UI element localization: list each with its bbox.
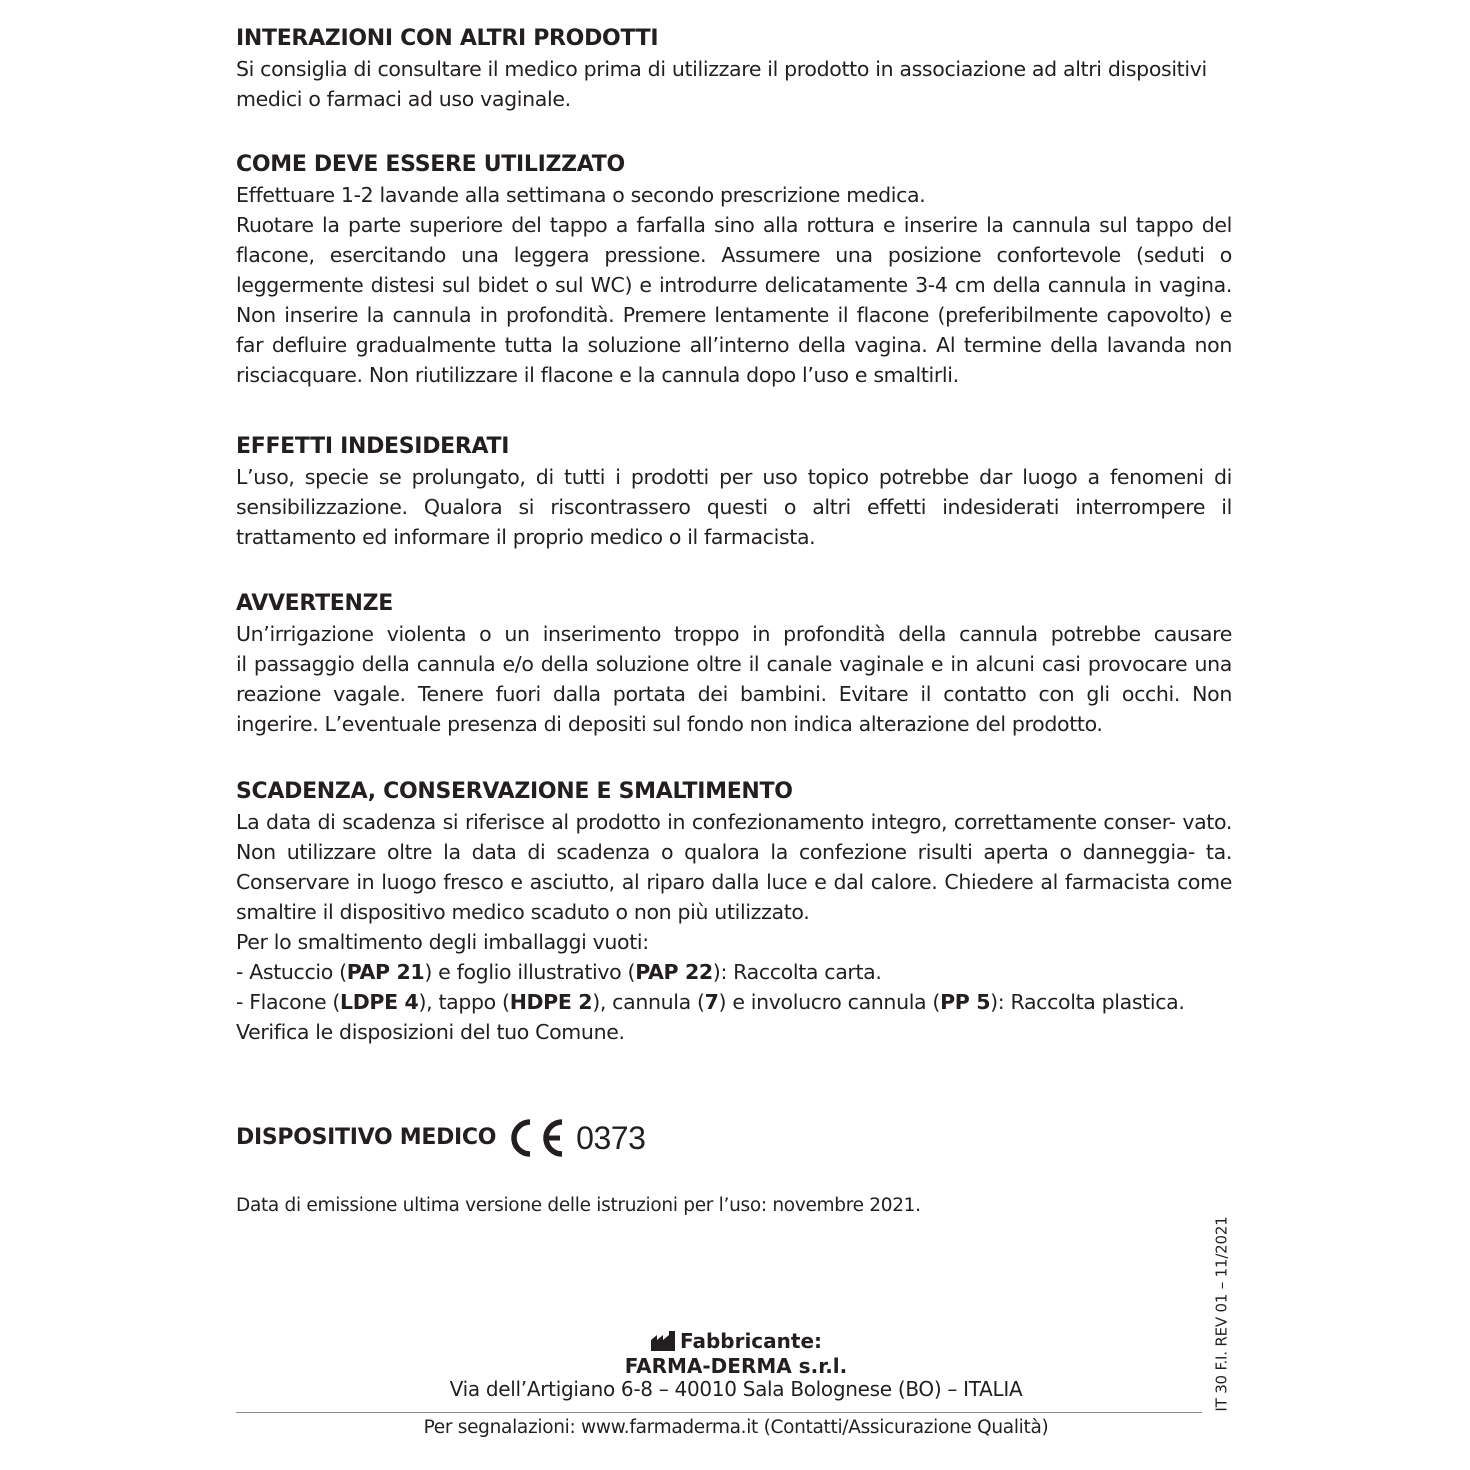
material-code: 7 (704, 990, 719, 1014)
manufacturer-title (650, 1330, 822, 1352)
section-paragraph: La data di scadenza si riferisce al prodotto in confezionamento integro, correttamente conser- vato. Non utilizzare oltre la data di scadenza o qualora la confezione risulti aperta o danneggia- ta. Conservare in luogo fresco e asciutto, al riparo dalla luce e dal calore. Chiedere al farmacista come smaltire il dispositivo medico scaduto o non più utilizzato. (236, 810, 1232, 924)
section-title: INTERAZIONI CON ALTRI PRODOTTI (236, 26, 659, 51)
factory-icon (650, 1331, 676, 1351)
disposal-line-paper: - Astuccio (PAP 21) e foglio illustrativo (PAP 22): Raccolta carta. (236, 960, 882, 984)
device-label: DISPOSITIVO MEDICO (236, 1125, 497, 1150)
manufacturer-label: Fabbricante: (679, 1329, 823, 1353)
section-title: SCADENZA, CONSERVAZIONE E SMALTIMENTO (236, 779, 793, 804)
section-paragraph: Un’irrigazione violenta o un inserimento troppo in profondità della cannula potrebbe causare (236, 622, 1232, 646)
section-title: AVVERTENZE (236, 591, 393, 616)
section-title: COME DEVE ESSERE UTILIZZATO (236, 152, 625, 177)
manufacturer-address: Via dell’Artigiano 6-8 – 40010 Sala Bolognese (BO) – ITALIA (449, 1377, 1023, 1401)
material-code: PAP 21 (346, 960, 425, 984)
emission-date: Data di emissione ultima versione delle istruzioni per l’uso: novembre 2021. (236, 1195, 921, 1216)
section-title: EFFETTI INDESIDERATI (236, 434, 510, 459)
section-paragraph: il passaggio della cannula e/o della soluzione oltre il canale vaginale e in alcuni casi provocare una reazione vagale. Tenere fuori dalla portata dei bambini. Evitare il contatto con gli occhi. Non ingerire. L’eventuale presenza di depositi sul fondo non indica alterazione del prodotto. (236, 652, 1232, 736)
section-paragraph: Ruotare la parte superiore del tappo a farfalla sino alla rottura e inserire la cannula sul tappo del flacone, esercitando una leggera pressione. Assumere una posizione confortevole (seduti o leggermente distesi sul bidet o sul WC) e introdurre delicatamente 3-4 cm della cannula in vagina. Non inserire la cannula in profondità. Premere lentamente il flacone (preferibilmente capovolto) e far defluire gradualmente tutta la soluzione all’interno della vagina. Al termine della lavanda non risciacquare. Non riutilizzare il flacone e la cannula dopo l’uso e smaltirli. (236, 213, 1232, 387)
notified-body-number: 0373 (576, 1120, 646, 1156)
ce-mark-icon (506, 1118, 570, 1158)
section-warnings (236, 589, 1232, 739)
medical-device-line (236, 1118, 645, 1158)
material-code: HDPE 2 (509, 990, 593, 1014)
section-usage (236, 150, 1232, 390)
revision-code: IT 30 F.I. REV 01 – 11/2021 (1213, 1216, 1231, 1412)
section-paragraph: Effettuare 1-2 lavande alla settimana o secondo prescrizione medica. (236, 183, 926, 207)
disposal-line-plastic: - Flacone (LDPE 4), tappo (HDPE 2), cannula (7) e involucro cannula (PP 5): Raccolta plastica. (236, 990, 1185, 1014)
material-code: LDPE 4 (340, 990, 419, 1014)
section-paragraph: Per lo smaltimento degli imballaggi vuoti: (236, 930, 649, 954)
section-interactions (236, 24, 1232, 114)
material-code: PAP 22 (635, 960, 713, 984)
footer-divider (236, 1412, 1202, 1413)
section-side-effects (236, 432, 1232, 552)
section-paragraph: L’uso, specie se prolungato, di tutti i prodotti per uso topico potrebbe dar luogo a fenomeni di sensibilizzazione. Qualora si riscontrassero questi o altri effetti indesiderati interrompere il trattamento ed informare il proprio medico o il farmacista. (236, 465, 1232, 549)
section-expiry (236, 777, 1232, 1047)
disposal-note: Verifica le disposizioni del tuo Comune. (236, 1020, 625, 1044)
manufacturer-block (236, 1330, 1236, 1401)
material-code: PP 5 (940, 990, 991, 1014)
report-line: Per segnalazioni: www.farmaderma.it (Contatti/Assicurazione Qualità) (423, 1417, 1049, 1438)
manufacturer-company: FARMA-DERMA s.r.l. (624, 1354, 848, 1378)
section-paragraph: Si consiglia di consultare il medico prima di utilizzare il prodotto in associazione ad altri dispositivi medici o farmaci ad uso vaginale. (236, 57, 1207, 111)
